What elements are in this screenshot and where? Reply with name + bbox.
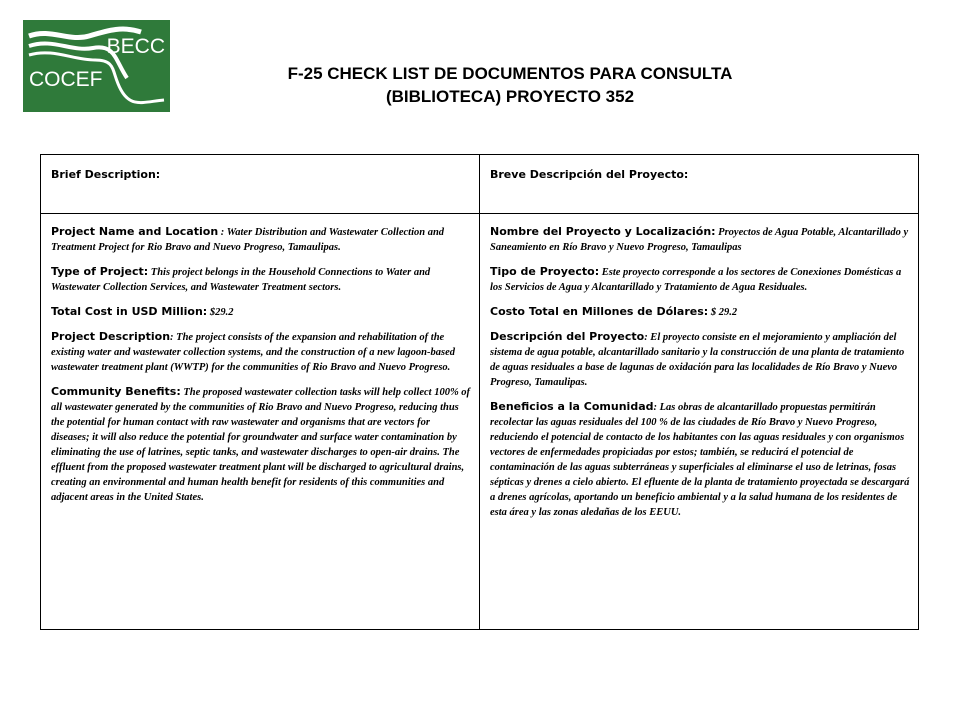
en-community-benefits	[51, 384, 471, 505]
es-project-type-label: Tipo de Proyecto:	[490, 265, 600, 278]
title-line-1: F-25 CHECK LIST DE DOCUMENTOS PARA CONSULTA	[287, 64, 733, 83]
logo-text-cocef: COCEF	[29, 68, 103, 91]
logo-emblem	[23, 20, 170, 112]
en-project-description-label: Project Description	[51, 330, 171, 343]
es-project-name-text: Proyectos de Agua Potable, Alcantarillado y Saneamiento en Río Bravo y Nuevo Progreso, Tamaulipas	[490, 227, 909, 253]
header-row	[41, 155, 919, 214]
en-total-cost-label: Total Cost in USD Million:	[51, 305, 208, 318]
page-title	[170, 62, 850, 108]
es-project-name	[490, 224, 910, 255]
spanish-column	[480, 214, 919, 630]
logo-text-becc: BECC	[106, 35, 165, 58]
content-row	[41, 214, 919, 630]
es-community-benefits-text: : Las obras de alcantarillado propuestas permitirán recolectar las aguas residuales del 100 % de las ciudades de Río Bravo y Nuevo Progreso, reduciendo el potencial de contacto de los habitantes con las aguas residuales y con organismos vectores de enfermedades propiciadas por estos; también, se reducirá el potencial de contaminación de las aguas subterráneas y superficiales al eliminarse el uso de letrinas, fosas sépticas y drenes a cielo abierto. El efluente de la planta de tratamiento proyectada se descargará a drenes agrícolas, aportando un beneficio ambiental y a la salud humana de los residentes de esta área y las zonas aledañas de los EEUU.	[490, 402, 910, 518]
en-project-type-text: This project belongs in the Household Connections to Water and Wastewater Collection Services, and Wastewater Treatment sectors.	[51, 267, 431, 293]
header-cell-es	[480, 155, 919, 214]
es-total-cost-text: $ 29.2	[710, 307, 738, 318]
en-project-type-label: Type of Project:	[51, 265, 149, 278]
header-es: Breve Descripción del Proyecto:	[490, 168, 689, 181]
es-project-description-label: Descripción del Proyecto	[490, 330, 645, 343]
es-total-cost	[490, 304, 910, 320]
header-cell-en	[41, 155, 480, 214]
es-total-cost-label: Costo Total en Millones de Dólares:	[490, 305, 709, 318]
es-project-type-text: Este proyecto corresponde a los sectores de Conexiones Domésticas a los Servicios de Agua y Alcantarillado y Tratamiento de Agua Residuales.	[490, 267, 902, 293]
en-total-cost	[51, 304, 471, 320]
header-en: Brief Description:	[51, 168, 161, 181]
description-table	[40, 154, 919, 630]
es-project-description-text: : El proyecto consiste en el mejoramiento y ampliación del sistema de agua potable, alcantarillado sanitario y la construcción de una planta de tratamiento de aguas residuales a base de lagunas de oxidación para las localidades de Río Bravo y Nuevo Progreso, Tamaulipas.	[490, 332, 905, 388]
english-column	[41, 214, 480, 630]
en-project-name	[51, 224, 471, 255]
es-project-description	[490, 329, 910, 390]
en-project-description-text: : The project consists of the expansion and rehabilitation of the existing water and wastewater collection systems, and the construction of a new lagoon-based wastewater treatment plant (WWTP) for the communities of Rio Bravo and Nuevo Progreso.	[51, 332, 455, 373]
es-community-benefits	[490, 399, 910, 520]
en-community-benefits-text: The proposed wastewater collection tasks will help collect 100% of all wastewater generated by the communities of Rio Bravo and Nuevo Progreso, reducing thus the potential for human contact with raw wastewater and organisms that are vectors for diseases; it will also reduce the potential for groundwater and surface water contamination by eliminating the use of latrines, septic tanks, and wastewater discharges to open-air drains. The effluent from the proposed wastewater treatment plant will be discharged to agricultural drains, creating an environmental and human health benefit for residents of this communities and adjacent areas in the United States.	[51, 387, 471, 503]
es-project-type	[490, 264, 910, 295]
en-community-benefits-label: Community Benefits:	[51, 385, 181, 398]
en-total-cost-text: $29.2	[209, 307, 234, 318]
en-project-type	[51, 264, 471, 295]
en-project-name-label: Project Name and Location	[51, 225, 219, 238]
title-line-2: (BIBLIOTECA) PROYECTO 352	[385, 87, 635, 106]
en-project-description	[51, 329, 471, 375]
es-project-name-label: Nombre del Proyecto y Localización:	[490, 225, 716, 238]
becc-cocef-logo	[23, 20, 170, 112]
en-project-name-text: : Water Distribution and Wastewater Collection and Treatment Project for Rio Bravo and Nuevo Progreso, Tamaulipas.	[51, 227, 445, 253]
es-community-benefits-label: Beneficios a la Comunidad	[490, 400, 654, 413]
